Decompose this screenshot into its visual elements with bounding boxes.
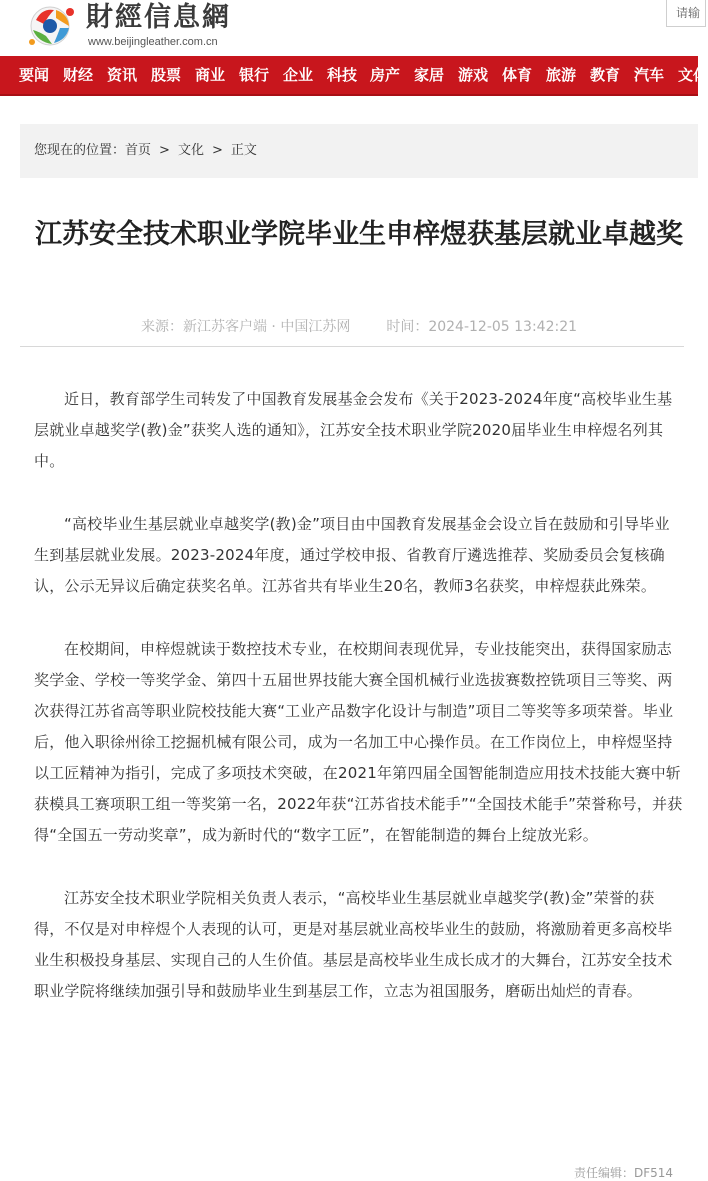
nav-item-enterprise[interactable]: 企业 <box>283 66 314 84</box>
article-paragraph: 江苏安全技术职业学院相关负责人表示，“高校毕业生基层就业卓越奖学(教)金”荣誉的获得，不仅是对申梓煜个人表现的认可，更是对基层就业高校毕业生的鼓励，将激励着更多高校毕业生积极投身基层、实现自己的人生价值。基层是高校毕业生成长成才的大舞台，江苏安全技术职业学院将继续加强引导和鼓励毕业生到基层工作，立志为祖国服务，磨砺出灿烂的青春。 <box>34 889 673 1000</box>
nav-item-auto[interactable]: 汽车 <box>634 66 665 84</box>
breadcrumb-category-link[interactable]: 文化 <box>177 143 204 158</box>
editor-credit: 责任编辑：DF514 <box>574 1166 674 1180</box>
article-title: 江苏安全技术职业学院毕业生申梓煜获基层就业卓越奖 <box>35 219 683 250</box>
divider <box>20 346 684 347</box>
breadcrumb-prefix: 您现在的位置： <box>34 143 126 158</box>
nav-item-travel[interactable]: 旅游 <box>546 66 577 84</box>
search-input[interactable] <box>666 0 706 27</box>
site-url: www.beijingleather.com.cn <box>88 36 218 48</box>
breadcrumb-separator: > <box>211 143 223 158</box>
site-header <box>0 0 701 58</box>
site-name[interactable]: 財經信息網 <box>86 2 231 33</box>
article-meta <box>20 316 698 336</box>
breadcrumb-separator: > <box>159 143 170 158</box>
breadcrumb <box>20 124 698 178</box>
nav-item-education[interactable]: 教育 <box>590 66 621 84</box>
article-paragraph: 在校期间，申梓煜就读于数控技术专业，在校期间表现优异，专业技能突出，获得国家励志奖学金、学校一等奖学金、第四十五届世界技能大赛全国机械行业选拔赛数控铣项目三等奖、两次获得江苏省高等职业院校技能大赛“工业产品数字化设计与制造”项目二等奖等多项荣誉。毕业后，他入职徐州徐工挖掘机械有限公司，成为一名加工中心操作员。在工作岗位上，申梓煜坚持以工匠精神为指引，完成了多项技术突破，在2021年第四届全国智能制造应用技术技能大赛中斩获模具工赛项职工组一等奖第一名，2022年获“江苏省技术能手”“全国技术能手”荣誉称号，并获得“全国五一劳动奖章”，成为新时代的“数字工匠”，在智能制造的舞台上绽放光彩。 <box>34 640 683 844</box>
article-paragraph: “高校毕业生基层就业卓越奖学(教)金”项目由中国教育发展基金会设立旨在鼓励和引导毕业生到基层就业发展。2023-2024年度，通过学校申报、省教育厅遴选推荐、奖励委员会复核确认，公示无异议后确定获奖名单。江苏省共有毕业生20名，教师3名获奖，申梓煜获此殊荣。 <box>34 515 670 595</box>
nav-item-tech[interactable]: 科技 <box>327 66 358 84</box>
nav-item-realestate[interactable]: 房产 <box>370 66 401 84</box>
nav-item-banking[interactable]: 银行 <box>239 66 270 84</box>
nav-item-home[interactable]: 家居 <box>414 66 445 84</box>
nav-item-stocks[interactable]: 股票 <box>151 66 182 84</box>
breadcrumb-current: 正文 <box>230 143 257 158</box>
article-source: 来源：新江苏客户端 · 中国江苏网 <box>140 319 351 335</box>
nav-item-sports[interactable]: 体育 <box>502 66 533 84</box>
main-nav <box>0 56 708 96</box>
nav-item-finance[interactable]: 财经 <box>63 66 94 84</box>
breadcrumb-home-link[interactable]: 首页 <box>125 143 152 158</box>
nav-item-info[interactable]: 资讯 <box>107 66 138 84</box>
nav-item-business[interactable]: 商业 <box>195 66 226 84</box>
search-placeholder: 请输 <box>676 6 701 20</box>
article-time: 时间：2024-12-05 13:42:21 <box>386 319 578 335</box>
article-paragraph: 近日，教育部学生司转发了中国教育发展基金会发布《关于2023-2024年度“高校毕业生基层就业卓越奖学(教)金”获奖人选的通知》，江苏安全技术职业学院2020届毕业生申梓煜名列其中。 <box>34 390 673 470</box>
nav-item-games[interactable]: 游戏 <box>458 66 489 84</box>
globe-logo-icon <box>26 2 78 50</box>
nav-item-culture[interactable]: 文化 <box>678 66 708 84</box>
nav-item-news[interactable]: 要闻 <box>19 66 50 84</box>
article-body <box>34 384 684 1039</box>
